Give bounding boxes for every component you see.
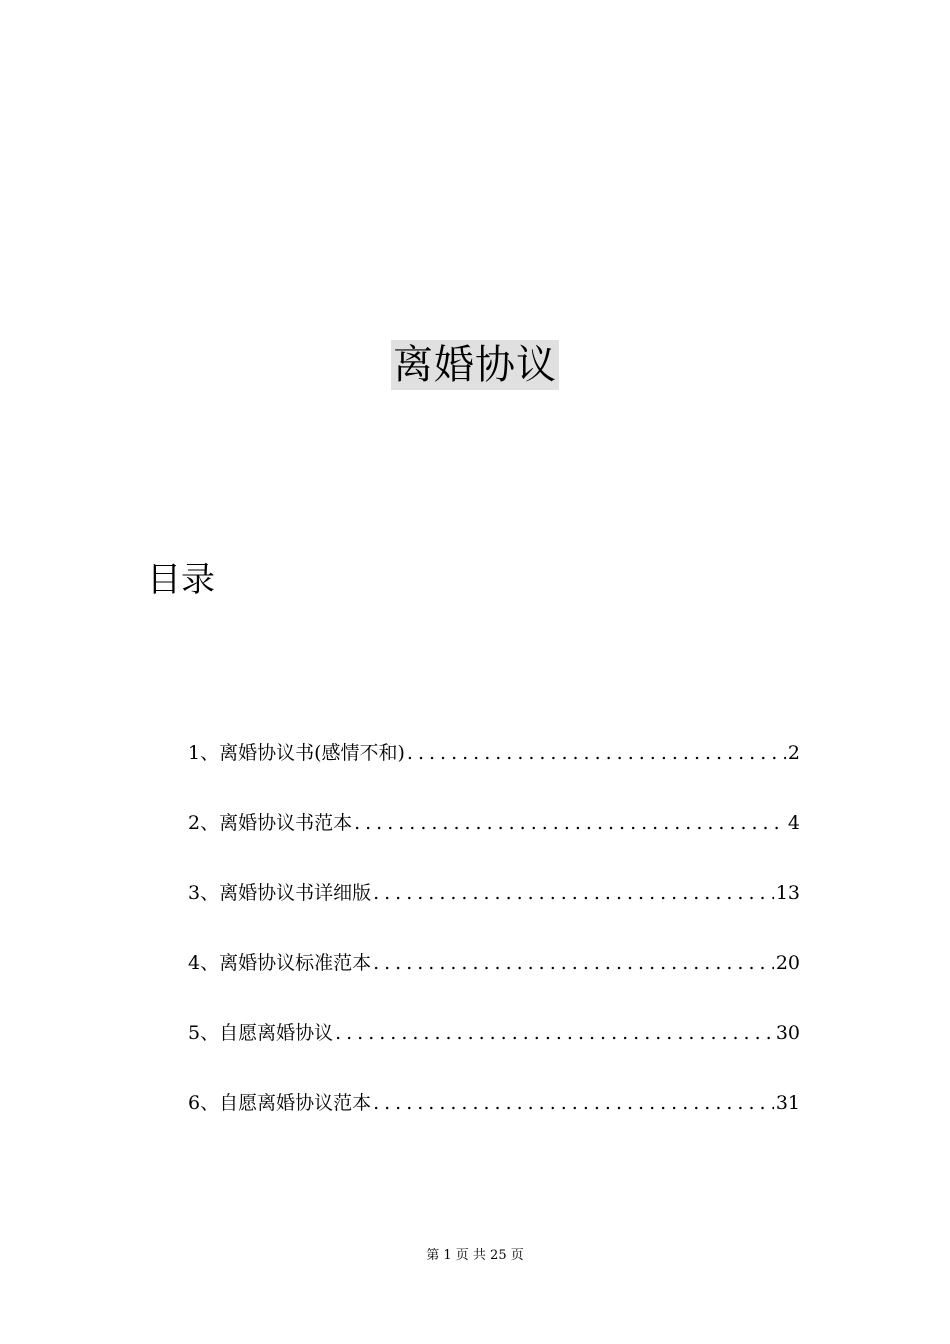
toc-dot-leader [335,1020,774,1046]
toc-entry-page: 31 [775,1092,800,1114]
page-footer: 第 1 页 共 25 页 [426,1248,524,1263]
toc-entry-6[interactable] [188,1090,800,1160]
toc-entry-1[interactable] [188,740,800,810]
toc-entry-page: 20 [775,952,800,974]
toc-entry-2[interactable] [188,810,800,880]
toc-entry-page: 30 [775,1022,800,1044]
toc-dot-leader [373,950,774,976]
toc-dot-leader [407,740,786,766]
toc-dot-leader [373,880,774,906]
toc-entry-label: 3、离婚协议书详细版 [188,882,372,904]
table-of-contents [188,740,800,1160]
toc-entry-label: 1、离婚协议书(感情不和) [188,742,405,764]
document-title-block [0,340,950,390]
toc-entry-label: 6、自愿离婚协议范本 [188,1092,372,1114]
toc-entry-page: 4 [787,812,800,834]
toc-entry-label: 2、离婚协议书范本 [188,812,353,834]
toc-heading: 目录 [147,560,215,600]
toc-entry-3[interactable] [188,880,800,950]
toc-entry-label: 5、自愿离婚协议 [188,1022,334,1044]
document-title: 离婚协议 [393,342,557,388]
toc-dot-leader [354,810,786,836]
toc-entry-4[interactable] [188,950,800,1020]
toc-entry-label: 4、离婚协议标准范本 [188,952,372,974]
toc-entry-page: 2 [787,742,800,764]
toc-entry-5[interactable] [188,1020,800,1090]
toc-dot-leader [373,1090,774,1116]
toc-entry-page: 13 [775,882,800,904]
